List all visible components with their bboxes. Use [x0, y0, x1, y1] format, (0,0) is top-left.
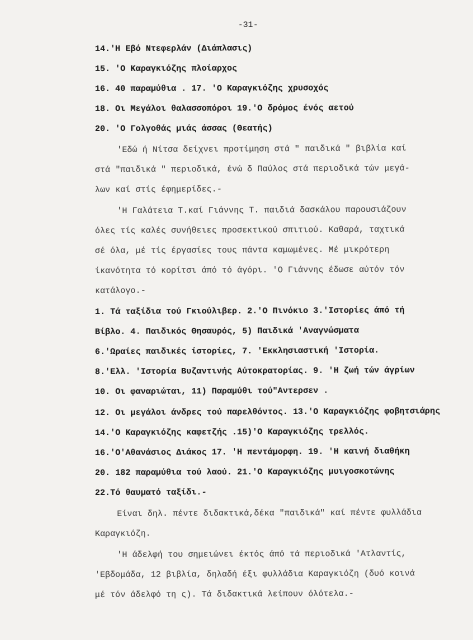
- text-line-6: 'Εδώ ή Νίτσα δείχνει προτίμηση στά " παιδικά " βιβλία καί: [116, 143, 407, 155]
- text-line-5: 20. 'Ο Γολγοθάς μιάς άσσας (Θεατής): [94, 123, 273, 134]
- text-line-18: 10. Οι φαναριώται, 11) Παραμύθι τού"Αντερσεν .: [94, 385, 329, 397]
- text-line-17: 8.'Ελλ. 'Ιστορία Βυζαντινής Αύτοκρατορίας. 9. 'Η ζωή τών άγρίων: [94, 365, 415, 377]
- text-line-13: κατάλογο.-: [94, 285, 146, 296]
- text-line-27: 'Εβδομάδα, 12 βιβλία, δηλαδή έξι φυλλάδια Καραγκιόζη (δυό κοινά: [94, 568, 415, 580]
- text-line-11: σέ όλα, μέ τίς έργασίες τους πάντα καμωμένες. Μέ μικρότερη: [94, 244, 390, 256]
- text-line-24: Είναι δηλ. πέντε διδακτικά,δέκα "παιδικά" καί πέντε φυλλάδια: [116, 507, 422, 519]
- text-line-23: 22.Τό θαυματό ταξίδι.-: [94, 487, 207, 498]
- text-line-22: 20. 182 παραμύθια τού λαού. 21.'Ο Καραγκιόζης μυιγοσκοτώνης: [94, 466, 395, 478]
- text-line-10: όλες τίς καλές συνήθειες προσεκτικού σπιτιού. Καθαρά, ταχτικά: [94, 224, 405, 236]
- text-line-1: 14.'Η Εβό Ντεφερλάν (Διάπλασις): [94, 43, 253, 54]
- text-line-12: ίκανότητα τό κορίτσι άπό τό άγόρι. 'Ο Γιάννης έδωσε αύτόν τόν: [94, 264, 405, 276]
- page-number: -31-: [238, 20, 259, 30]
- text-line-14: 1. Τά ταξίδια τού Γκιούλιβερ. 2.'Ο Πινόκιο 3.'Ιστορίες άπό τή: [94, 305, 405, 317]
- text-line-8: λων καί στίς έφημερίδες.-: [94, 184, 222, 195]
- text-line-2: 15. 'Ο Καραγκιόζης πλοίαρχος: [94, 63, 238, 74]
- text-line-7: στά "παιδικά " περιοδικά, ένώ δ Παύλος στά περιοδικά τών μεγά-: [94, 163, 410, 175]
- text-line-16: 6.'Ωραίες παιδικές ίστορίες, 7. 'Εκκλησιαστική 'Ιστορία.: [94, 345, 380, 357]
- text-line-19: 12. Οι μεγάλοι άνδρες τού παρελθόντος. 13.'Ο Καραγκιόζης φοβητσιάρης: [94, 406, 441, 418]
- text-line-9: 'Η Γαλάτεια Τ.καί Γιάννης Τ. παιδιά δασκάλου παρουσιάζουν: [116, 204, 407, 216]
- text-line-3: 16. 40 παραμύθια . 17. 'Ο Καραγκιόζης χρυσοχός: [94, 83, 329, 94]
- text-line-20: 14.'Ο Καραγκιόζης καφετζής .15)'Ο Καραγκιόζης τρελλός.: [94, 426, 370, 438]
- text-line-4: 18. Οι Μεγάλοι θαλασσοπόροι 19.'Ο δρόμος ένός αετού: [94, 103, 354, 114]
- text-line-21: 16.'Ο'Αθανάσιος Διάκος 17. 'Η πεντάμορφη. 19. 'Η καινή διαθήκη: [94, 446, 410, 458]
- text-line-26: 'Η άδελφή του σημειώνει έκτός άπό τά περιοδικά 'Ατλαντίς,: [116, 548, 407, 560]
- text-line-28: μέ τόν άδελφό τη ς). Τά διδακτικά λείπουν όλότελα.-: [94, 588, 354, 600]
- text-line-15: Βίβλο. 4. Παιδικός Θησαυρός, 5) Παιδικά 'Αναγνώσματα: [94, 325, 359, 337]
- text-line-25: Καραγκιόζη.: [94, 528, 151, 539]
